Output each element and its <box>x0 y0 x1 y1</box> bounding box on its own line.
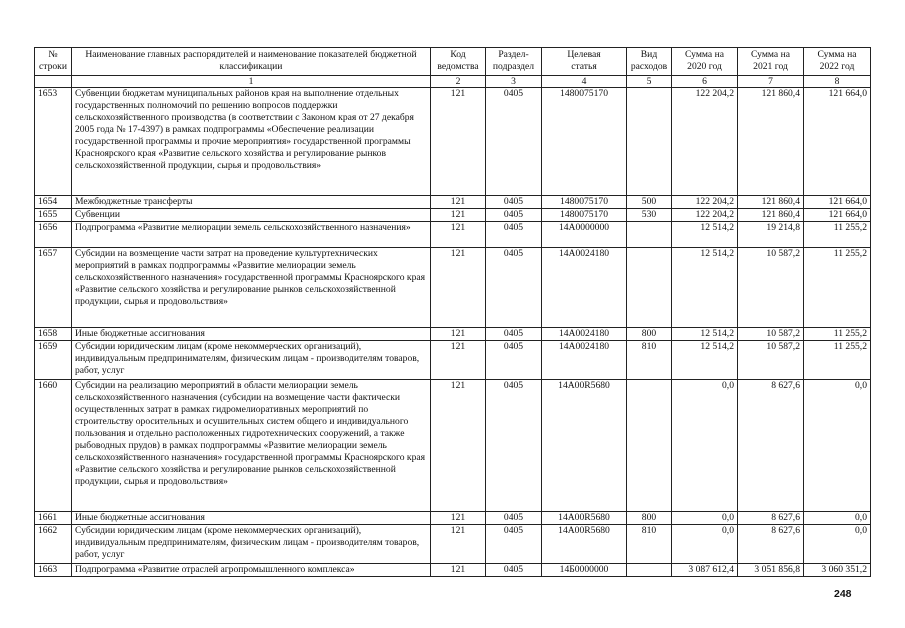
header-name: Наименование главных распорядителей и наименование показателей бюджетной классификации <box>72 48 431 76</box>
column-number: 1 <box>72 76 431 88</box>
column-number: 6 <box>672 76 738 88</box>
row-name: Иные бюджетные ассигнования <box>72 512 431 525</box>
row-section: 0405 <box>486 341 542 380</box>
row-name: Субвенции бюджетам муниципальных районов края на выполнение отдельных государственных полномочий по решению вопросов поддержки сельскохозяйственного производства (в соответствии с Законом края от 27 декабря 2005 года № 17-4397) в рамках подпрограммы «Обеспечение реализации государственной программы и прочие мероприятия» государственной программы Красноярского края «Развитие сельского хозяйства и регулирование рынков сельскохозяйственной продукции, сырья и продовольствия» <box>72 88 431 196</box>
row-section: 0405 <box>486 222 542 248</box>
column-number-row <box>35 76 871 88</box>
row-sum-2022: 3 060 351,2 <box>804 564 871 577</box>
row-sum-2021: 121 860,4 <box>738 88 804 196</box>
row-sum-2020: 0,0 <box>672 380 738 512</box>
row-number: 1662 <box>35 525 72 564</box>
row-name: Подпрограмма «Развитие мелиорации земель сельскохозяйственного назначения» <box>72 222 431 248</box>
row-sum-2020: 122 204,2 <box>672 196 738 209</box>
row-sum-2020: 12 514,2 <box>672 222 738 248</box>
row-section: 0405 <box>486 209 542 222</box>
header-sum-2021: Сумма на 2021 год <box>738 48 804 76</box>
row-dept-code: 121 <box>431 341 486 380</box>
row-section: 0405 <box>486 380 542 512</box>
row-number: 1661 <box>35 512 72 525</box>
row-target: 14А00R5680 <box>542 512 627 525</box>
row-section: 0405 <box>486 88 542 196</box>
row-section: 0405 <box>486 196 542 209</box>
row-section: 0405 <box>486 512 542 525</box>
column-number: 2 <box>431 76 486 88</box>
row-target: 14А0024180 <box>542 341 627 380</box>
row-number: 1659 <box>35 341 72 380</box>
header-sum-2022: Сумма на 2022 год <box>804 48 871 76</box>
row-name: Субсидии юридическим лицам (кроме некоммерческих организаций), индивидуальным предпринимателям, физическим лицам - производителям товаров, работ, услуг <box>72 341 431 380</box>
column-number: 3 <box>486 76 542 88</box>
header-section: Раздел- подраздел <box>486 48 542 76</box>
column-number: 5 <box>627 76 672 88</box>
row-sum-2021: 8 627,6 <box>738 512 804 525</box>
row-number: 1658 <box>35 328 72 341</box>
column-number: 7 <box>738 76 804 88</box>
table-row <box>35 380 871 512</box>
row-sum-2022: 121 664,0 <box>804 209 871 222</box>
table-row <box>35 248 871 328</box>
row-sum-2022: 121 664,0 <box>804 196 871 209</box>
row-number: 1663 <box>35 564 72 577</box>
header-expense-type: Вид расходов <box>627 48 672 76</box>
row-sum-2021: 121 860,4 <box>738 196 804 209</box>
table-row <box>35 512 871 525</box>
row-sum-2021: 8 627,6 <box>738 525 804 564</box>
table-row <box>35 328 871 341</box>
row-expense-type: 500 <box>627 196 672 209</box>
header-dept-code: Код ведомства <box>431 48 486 76</box>
row-target: 1480075170 <box>542 196 627 209</box>
row-section: 0405 <box>486 525 542 564</box>
row-sum-2022: 0,0 <box>804 380 871 512</box>
row-sum-2022: 0,0 <box>804 525 871 564</box>
row-sum-2021: 8 627,6 <box>738 380 804 512</box>
row-sum-2020: 0,0 <box>672 512 738 525</box>
row-sum-2020: 3 087 612,4 <box>672 564 738 577</box>
row-name: Иные бюджетные ассигнования <box>72 328 431 341</box>
row-number: 1653 <box>35 88 72 196</box>
row-expense-type: 800 <box>627 512 672 525</box>
row-sum-2021: 19 214,8 <box>738 222 804 248</box>
row-name: Субсидии на реализацию мероприятий в области мелиорации земель сельскохозяйственного назначения (субсидии на возмещение части фактически осуществленных затрат в рамках гидромелиоративных мероприятий по строительству оросительных и осушительных систем общего и индивидуального пользования и отдельно расположенных гидротехнических сооружений, а также рыбоводных прудов) в рамках подпрограммы «Развитие мелиорации земель сельскохозяйственного назначения» государственной программы Красноярского края «Развитие сельского хозяйства и регулирование рынков сельскохозяйственной продукции, сырья и продовольствия» <box>72 380 431 512</box>
row-sum-2021: 10 587,2 <box>738 341 804 380</box>
row-sum-2020: 0,0 <box>672 525 738 564</box>
row-sum-2022: 11 255,2 <box>804 341 871 380</box>
row-sum-2022: 0,0 <box>804 512 871 525</box>
column-number <box>35 76 72 88</box>
table-row <box>35 196 871 209</box>
row-sum-2020: 122 204,2 <box>672 209 738 222</box>
row-name: Субсидии на возмещение части затрат на проведение культуртехнических мероприятий в рамках подпрограммы «Развитие мелиорации земель сельскохозяйственного назначения» государственной программы Красноярского края «Развитие сельского хозяйства и регулирование рынков сельскохозяйственной продукции, сырья и продовольствия» <box>72 248 431 328</box>
row-number: 1660 <box>35 380 72 512</box>
table-row <box>35 209 871 222</box>
row-section: 0405 <box>486 248 542 328</box>
row-dept-code: 121 <box>431 248 486 328</box>
row-expense-type: 800 <box>627 328 672 341</box>
row-sum-2020: 122 204,2 <box>672 88 738 196</box>
row-sum-2021: 10 587,2 <box>738 328 804 341</box>
row-expense-type: 530 <box>627 209 672 222</box>
row-sum-2022: 11 255,2 <box>804 248 871 328</box>
row-name: Подпрограмма «Развитие отраслей агропромышленного комплекса» <box>72 564 431 577</box>
row-sum-2022: 11 255,2 <box>804 328 871 341</box>
row-sum-2022: 121 664,0 <box>804 88 871 196</box>
table-row <box>35 564 871 577</box>
header-row-number: № строки <box>35 48 72 76</box>
row-expense-type <box>627 222 672 248</box>
row-dept-code: 121 <box>431 196 486 209</box>
table-header-row <box>35 48 871 76</box>
row-name: Межбюджетные трансферты <box>72 196 431 209</box>
row-expense-type <box>627 248 672 328</box>
row-expense-type: 810 <box>627 341 672 380</box>
row-dept-code: 121 <box>431 380 486 512</box>
row-number: 1656 <box>35 222 72 248</box>
row-dept-code: 121 <box>431 209 486 222</box>
row-number: 1657 <box>35 248 72 328</box>
row-target: 14А0024180 <box>542 248 627 328</box>
row-sum-2020: 12 514,2 <box>672 248 738 328</box>
row-dept-code: 121 <box>431 328 486 341</box>
row-dept-code: 121 <box>431 222 486 248</box>
row-sum-2021: 121 860,4 <box>738 209 804 222</box>
row-sum-2020: 12 514,2 <box>672 341 738 380</box>
row-name: Субвенции <box>72 209 431 222</box>
header-target: Целевая статья <box>542 48 627 76</box>
row-sum-2021: 3 051 856,8 <box>738 564 804 577</box>
table-row <box>35 525 871 564</box>
row-expense-type: 810 <box>627 525 672 564</box>
row-dept-code: 121 <box>431 88 486 196</box>
row-target: 14А00R5680 <box>542 380 627 512</box>
table-row <box>35 341 871 380</box>
table-row <box>35 88 871 196</box>
row-target: 1480075170 <box>542 209 627 222</box>
row-section: 0405 <box>486 564 542 577</box>
row-target: 14А0000000 <box>542 222 627 248</box>
row-target: 14А0024180 <box>542 328 627 341</box>
row-expense-type <box>627 564 672 577</box>
column-number: 4 <box>542 76 627 88</box>
row-dept-code: 121 <box>431 525 486 564</box>
row-sum-2021: 10 587,2 <box>738 248 804 328</box>
row-dept-code: 121 <box>431 512 486 525</box>
row-expense-type <box>627 380 672 512</box>
row-target: 14А00R5680 <box>542 525 627 564</box>
table-row <box>35 222 871 248</box>
row-name: Субсидии юридическим лицам (кроме некоммерческих организаций), индивидуальным предпринимателям, физическим лицам - производителям товаров, работ, услуг <box>72 525 431 564</box>
row-number: 1654 <box>35 196 72 209</box>
row-sum-2020: 12 514,2 <box>672 328 738 341</box>
budget-table <box>34 47 871 577</box>
row-expense-type <box>627 88 672 196</box>
row-dept-code: 121 <box>431 564 486 577</box>
row-number: 1655 <box>35 209 72 222</box>
page-number: 248 <box>834 588 852 600</box>
row-target: 1480075170 <box>542 88 627 196</box>
row-sum-2022: 11 255,2 <box>804 222 871 248</box>
header-sum-2020: Сумма на 2020 год <box>672 48 738 76</box>
row-target: 14Б0000000 <box>542 564 627 577</box>
row-section: 0405 <box>486 328 542 341</box>
column-number: 8 <box>804 76 871 88</box>
